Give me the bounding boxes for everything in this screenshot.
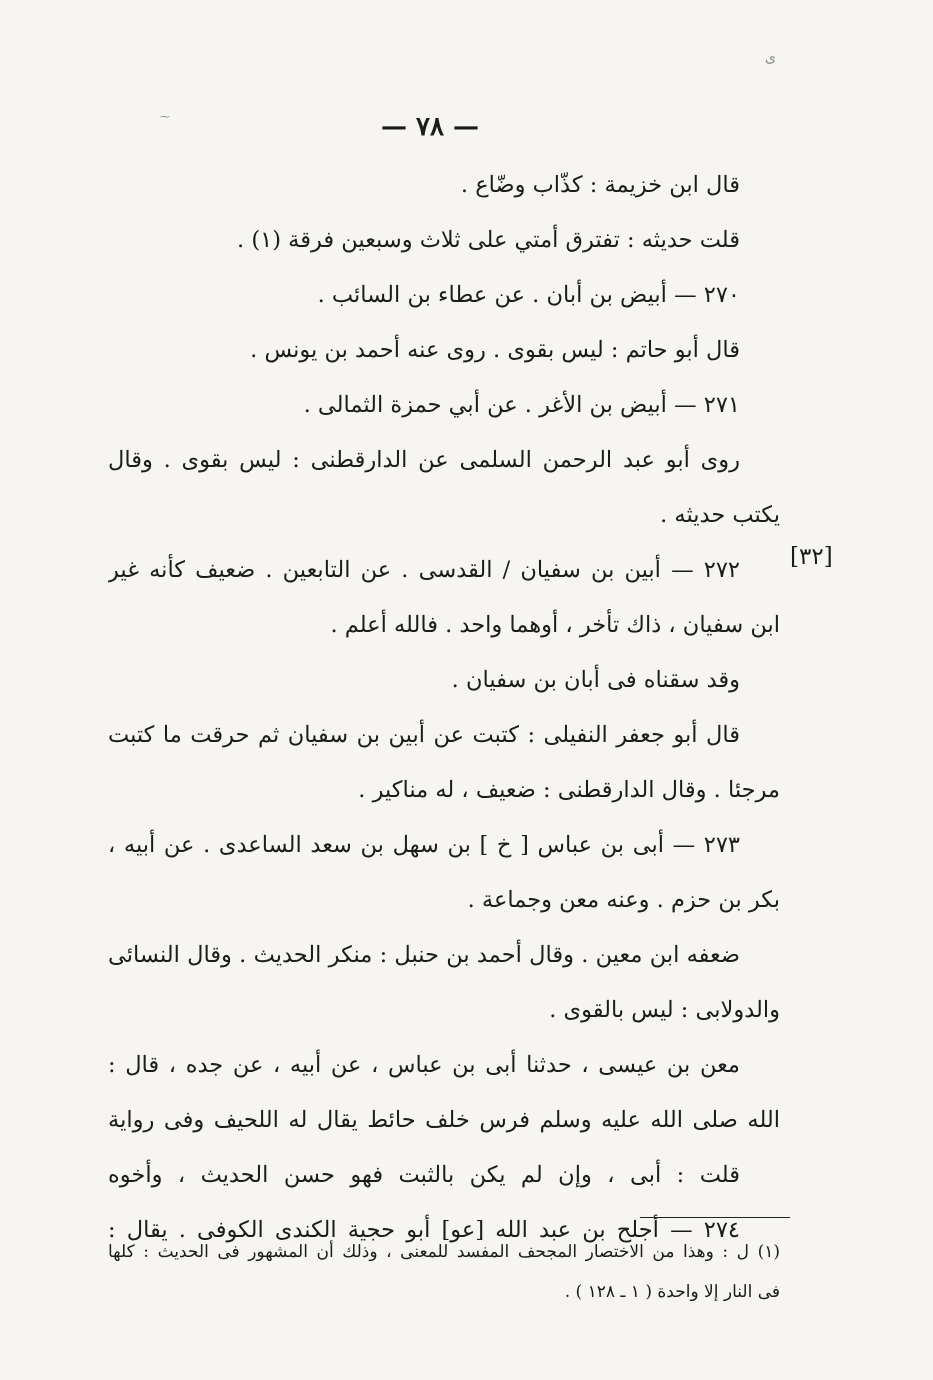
text-line: قلت : أبى ، وإن لم يكن بالثبت فهو حسن الحديث ، وأخوه xyxy=(108,1162,740,1188)
text-line: مرجئا . وقال الدارقطنى : ضعيف ، له مناكير . xyxy=(358,777,780,803)
page-mark-icon: ﻯ xyxy=(765,50,776,66)
text-line: والدولابى : ليس بالقوى . xyxy=(549,997,780,1023)
text-line: قال أبو حاتم : ليس بقوى . روى عنه أحمد بن يونس . xyxy=(250,337,740,363)
text-line: قال أبو جعفر النفيلى : كتبت عن أبين بن سفيان ثم حرقت ما كتبت xyxy=(108,722,740,748)
text-line: بكر بن حزم . وعنه معن وجماعة . xyxy=(467,887,780,913)
entry-273-heading: ٢٧٣ — أبى بن عباس [ خ ] بن سهل بن سعد الساعدى . عن أبيه ، xyxy=(108,832,740,858)
page-speck-icon: ⁓ xyxy=(160,112,170,123)
page-number: — ٧٨ — xyxy=(380,112,480,142)
text-line: روى أبو عبد الرحمن السلمى عن الدارقطنى : ليس بقوى . وقال xyxy=(108,447,740,473)
footnote-line: فى النار إلا واحدة ( ١ ـ ١٢٨ ) . xyxy=(564,1282,780,1302)
text-line: الله صلى الله عليه وسلم فرس خلف حائط يقال له اللحيف وفى رواية xyxy=(108,1107,780,1133)
text-line: ابن سفيان ، ذاك تأخر ، أوهما واحد . فالله أعلم . xyxy=(330,612,780,638)
entry-270-heading: ٢٧٠ — أبيض بن أبان . عن عطاء بن السائب . xyxy=(317,282,740,308)
footnotes xyxy=(108,1232,780,1312)
margin-note: [٣٢] xyxy=(790,544,833,570)
footnote-line: (١) ل : وهذا من الاختصار المجحف المفسد للمعنى ، وذلك أن المشهور فى الحديث : كلها xyxy=(108,1242,780,1262)
text-line: يكتب حديثه . xyxy=(660,502,780,528)
footnote-divider xyxy=(640,1217,790,1218)
entry-272-heading: ٢٧٢ — أبين بن سفيان / القدسى . عن التابعين . ضعيف كأنه غير xyxy=(108,557,740,583)
text-line: معن بن عيسى ، حدثنا أبى بن عباس ، عن أبيه ، عن جده ، قال : xyxy=(108,1052,740,1078)
main-text xyxy=(108,158,780,1258)
text-line: قلت حديثه : تفترق أمتي على ثلاث وسبعين فرقة (١) . xyxy=(237,227,740,253)
text-line: وقد سقناه فى أبان بن سفيان . xyxy=(451,667,740,693)
text-line: قال ابن خزيمة : كذّاب وضّاع . xyxy=(460,172,740,198)
entry-271-heading: ٢٧١ — أبيض بن الأغر . عن أبي حمزة الثمالى . xyxy=(303,392,740,418)
entry-274-heading: ٢٧٤ — أجلح بن عبد الله [عو] أبو حجية الكندى الكوفى . يقال : xyxy=(108,1217,740,1243)
text-line: ضعفه ابن معين . وقال أحمد بن حنبل : منكر الحديث . وقال النسائى xyxy=(108,942,740,968)
